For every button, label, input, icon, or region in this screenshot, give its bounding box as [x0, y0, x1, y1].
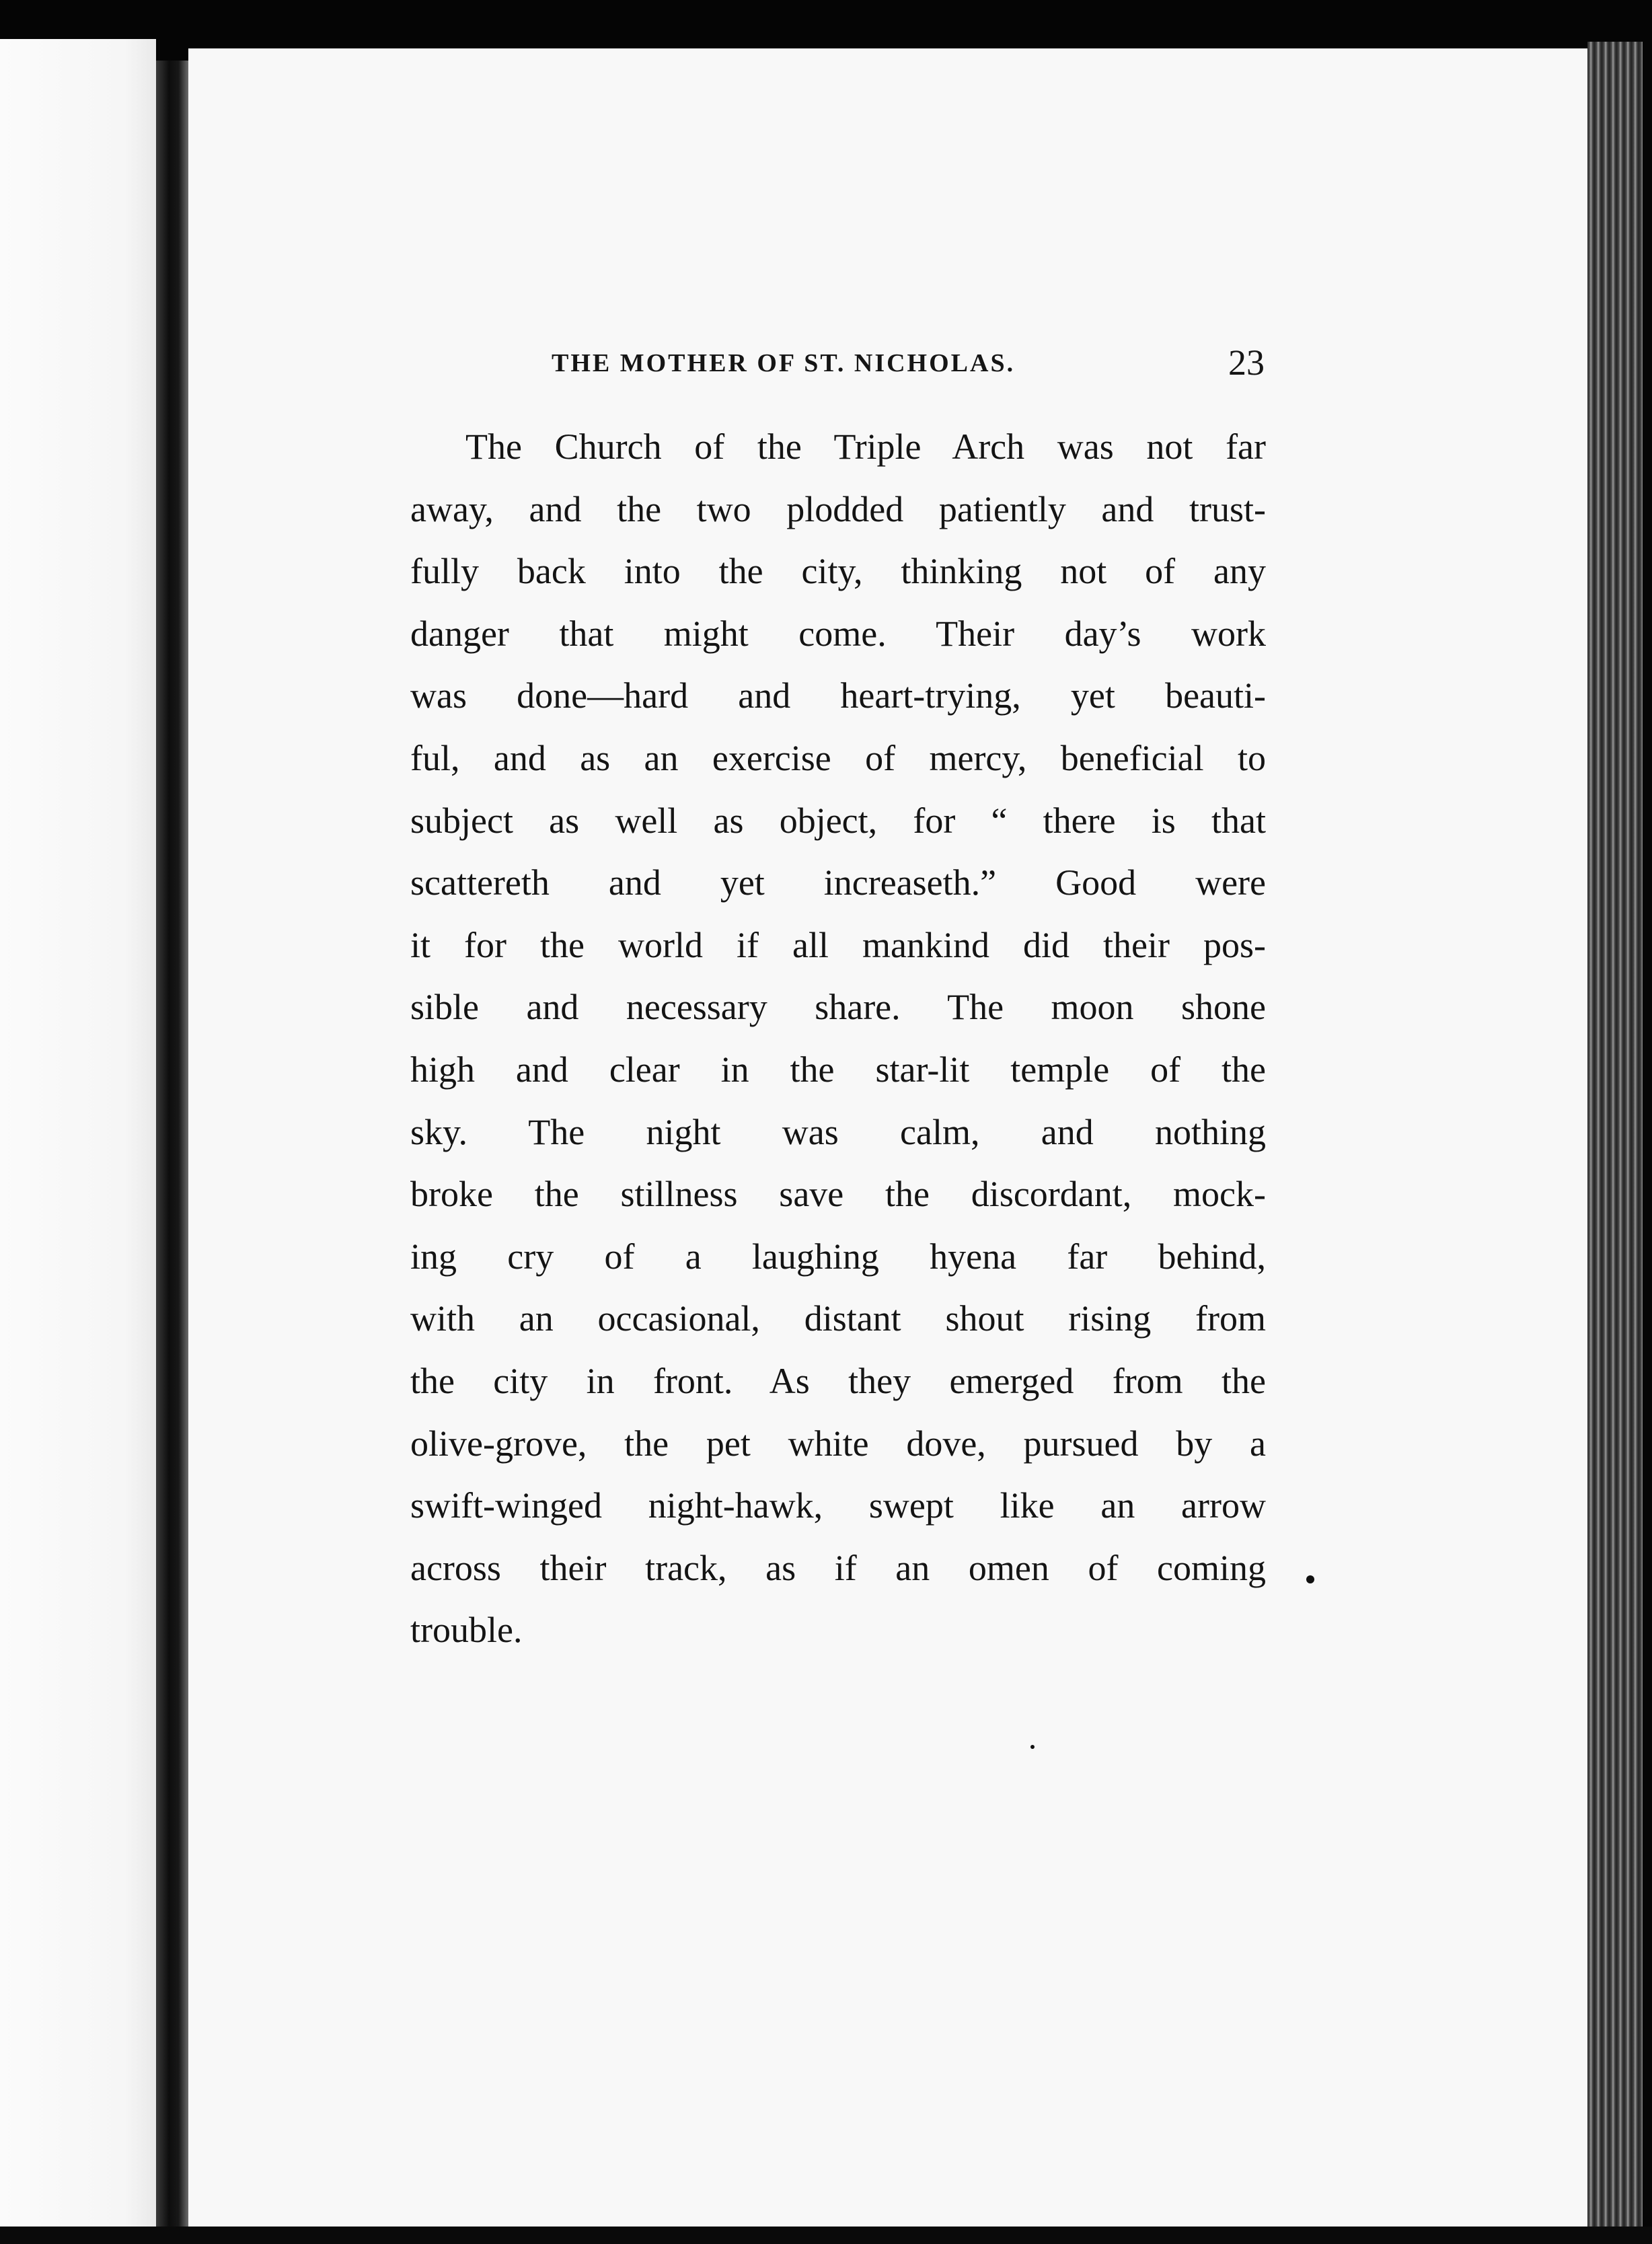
page-edges — [1587, 42, 1643, 2228]
text-line: with an occasional, distant shout rising from — [410, 1298, 1266, 1339]
text-line: subject as well as object, for “ there is that — [410, 800, 1266, 841]
text-line: swift-winged night-hawk, swept like an arrow — [410, 1485, 1266, 1526]
body-text — [410, 416, 1266, 1661]
text-line: danger that might come. Their day’s work — [410, 613, 1266, 654]
text-line: it for the world if all mankind did their pos- — [410, 924, 1266, 965]
text-line: scattereth and yet increaseth.” Good were — [410, 862, 1266, 903]
text-line: sible and necessary share. The moon shone — [410, 987, 1266, 1028]
text-line: high and clear in the star-lit temple of the — [410, 1049, 1266, 1090]
scan-speck — [1306, 1575, 1314, 1583]
left-page — [0, 39, 156, 2233]
text-line: the city in front. As they emerged from the — [410, 1360, 1266, 1401]
text-line: ing cry of a laughing hyena far behind, — [410, 1236, 1266, 1277]
running-head — [552, 342, 1265, 389]
scan-speck — [1030, 1745, 1035, 1749]
book-gutter — [156, 61, 188, 2233]
text-line: broke the stillness save the discordant, mock- — [410, 1174, 1266, 1215]
page-number: 23 — [1228, 342, 1265, 383]
text-line: away, and the two plodded patiently and trust- — [410, 488, 1266, 529]
text-line: across their track, as if an omen of coming — [410, 1547, 1266, 1588]
text-line: sky. The night was calm, and nothing — [410, 1111, 1266, 1152]
scan-border — [0, 2227, 1652, 2244]
text-line: was done—hard and heart-trying, yet beauti- — [410, 675, 1266, 716]
text-line: ful, and as an exercise of mercy, beneficial to — [410, 737, 1266, 778]
running-title: THE MOTHER OF ST. NICHOLAS. — [552, 349, 1016, 377]
text-line: olive-grove, the pet white dove, pursued by a — [410, 1423, 1266, 1464]
text-line: The Church of the Triple Arch was not far — [465, 426, 1266, 467]
text-line: trouble. — [410, 1610, 523, 1651]
text-line: fully back into the city, thinking not of any — [410, 551, 1266, 592]
